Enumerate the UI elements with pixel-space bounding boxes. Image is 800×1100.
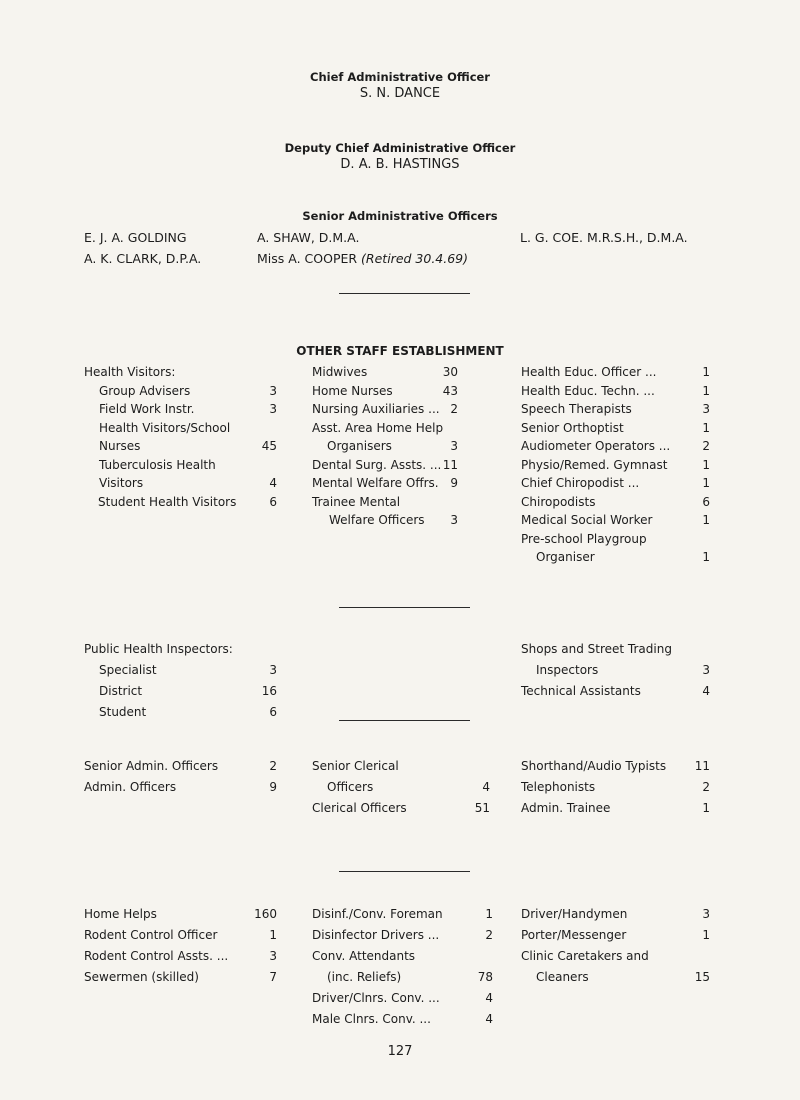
staff-role-label: Student <box>99 705 147 719</box>
staff-role-label: Telephonists <box>521 780 596 794</box>
staff-role-label: Audiometer Operators ... <box>521 439 671 453</box>
staff-role-label: Health Educ. Techn. ... <box>521 383 655 398</box>
staff-role-label: Speech Therapists <box>521 402 632 416</box>
staff-role-label: Clerical Officers <box>312 801 407 815</box>
staff-count: 1 <box>702 383 710 398</box>
staff-role-label: Admin. Officers <box>84 780 177 794</box>
staff-role-label: Physio/Remed. Gymnast <box>521 457 668 472</box>
staff-role-label: Health Visitors/School <box>99 420 231 435</box>
deputy-officer-name: D. A. B. HASTINGS <box>340 157 460 172</box>
staff-role-label: Specialist <box>99 663 157 677</box>
staff-role-label: Public Health Inspectors: <box>84 642 233 656</box>
staff-role-label: Trainee Mental <box>312 494 401 509</box>
staff-count: 1 <box>702 801 710 815</box>
staff-role-label: Senior Admin. Officers <box>84 759 219 773</box>
staff-count: 4 <box>485 1012 493 1026</box>
staff-count: 3 <box>450 513 458 527</box>
staff-role-label: Driver/Handymen <box>521 907 628 921</box>
staff-role-label: Health Educ. Officer ... <box>521 365 657 379</box>
staff-count: 2 <box>269 759 277 773</box>
senior-officer-name: A. SHAW, D.M.A. <box>257 230 360 245</box>
staff-count: 1 <box>702 457 710 472</box>
staff-role-label: Dental Surg. Assts. ... <box>312 457 442 472</box>
staff-role-label: Nurses <box>99 439 141 453</box>
staff-role-label: Organisers <box>327 439 392 453</box>
staff-role-label: Visitors <box>99 476 144 490</box>
staff-role-label: District <box>99 684 143 698</box>
senior-officer-name: Miss A. COOPER <box>257 251 358 266</box>
staff-role-label: Cleaners <box>536 970 589 984</box>
staff-count: 3 <box>450 439 458 453</box>
staff-count: 4 <box>269 476 277 490</box>
staff-count: 9 <box>269 780 277 794</box>
retirement-note: (Retired 30.4.69) <box>361 251 468 266</box>
staff-count: 6 <box>702 494 710 509</box>
staff-count: 2 <box>485 928 493 942</box>
staff-role-label: Senior Orthoptist <box>521 420 624 435</box>
staff-count: 1 <box>702 550 710 564</box>
staff-role-label: Welfare Officers <box>329 513 425 527</box>
staff-role-label: Officers <box>327 780 374 794</box>
staff-count: 11 <box>442 457 458 472</box>
staff-role-label: Technical Assistants <box>521 684 641 698</box>
staff-role-label: Health Visitors: <box>84 365 176 379</box>
staff-role-label: Chiropodists <box>521 494 596 509</box>
staff-count: 1 <box>702 420 710 435</box>
staff-count: 1 <box>702 476 710 490</box>
staff-count: 4 <box>485 991 493 1005</box>
staff-role-label: Pre-school Playgroup <box>521 531 647 546</box>
other-staff-title: OTHER STAFF ESTABLISHMENT <box>296 344 504 358</box>
staff-count: 16 <box>261 684 277 698</box>
staff-role-label: Rodent Control Assts. ... <box>84 949 229 963</box>
staff-count: 3 <box>269 949 277 963</box>
staff-role-label: Rodent Control Officer <box>84 928 218 942</box>
staff-role-label: Organiser <box>536 550 595 564</box>
staff-role-label: (inc. Reliefs) <box>327 970 402 984</box>
staff-role-label: Home Nurses <box>312 383 393 398</box>
divider-rule <box>339 871 470 872</box>
staff-count: 3 <box>702 663 710 677</box>
senior-officers-title: Senior Administrative Officers <box>302 209 498 223</box>
staff-count: 1 <box>702 928 710 942</box>
staff-count: 3 <box>702 402 710 416</box>
divider-rule <box>339 607 470 608</box>
staff-role-label: Conv. Attendants <box>312 949 416 963</box>
chief-officer-name: S. N. DANCE <box>359 86 441 101</box>
staff-role-label: Group Advisers <box>99 383 191 398</box>
staff-count: 9 <box>450 476 458 490</box>
senior-officer-name: A. K. CLARK, D.P.A. <box>84 251 202 266</box>
chief-officer-title: Chief Administrative Officer <box>310 70 490 84</box>
staff-role-label: Admin. Trainee <box>521 801 611 815</box>
staff-role-label: Chief Chiropodist ... <box>521 476 640 490</box>
page-number: 127 <box>387 1044 413 1059</box>
staff-count: 6 <box>269 494 277 509</box>
staff-count: 11 <box>694 759 710 773</box>
staff-count: 30 <box>442 365 458 379</box>
staff-role-label: Medical Social Worker <box>521 513 653 527</box>
staff-role-label: Driver/Clnrs. Conv. ... <box>312 991 440 1005</box>
senior-officer-retired-entry <box>257 251 468 266</box>
staff-count: 3 <box>269 383 277 398</box>
staff-role-label: Student Health Visitors <box>98 494 237 509</box>
staff-count: 3 <box>702 907 710 921</box>
staff-count: 160 <box>254 907 277 921</box>
staff-count: 15 <box>694 970 710 984</box>
staff-count: 4 <box>482 780 490 794</box>
staff-count: 1 <box>702 513 710 527</box>
staff-role-label: Midwives <box>312 365 368 379</box>
staff-role-label: Home Helps <box>84 907 157 921</box>
staff-role-label: Clinic Caretakers and <box>521 949 649 963</box>
staff-count: 3 <box>269 402 277 416</box>
staff-role-label: Senior Clerical <box>312 759 399 773</box>
senior-officer-name: L. G. COE. M.R.S.H., D.M.A. <box>520 230 688 245</box>
staff-role-label: Sewermen (skilled) <box>84 970 199 984</box>
staff-count: 7 <box>269 970 277 984</box>
staff-role-label: Porter/Messenger <box>521 928 627 942</box>
staff-role-label: Nursing Auxiliaries ... <box>312 402 440 416</box>
staff-count: 2 <box>450 402 458 416</box>
staff-role-label: Disinfector Drivers ... <box>312 928 440 942</box>
staff-role-label: Field Work Instr. <box>99 402 195 416</box>
staff-role-label: Male Clnrs. Conv. ... <box>312 1012 431 1026</box>
staff-role-label: Tuberculosis Health <box>99 457 216 472</box>
staff-count: 4 <box>702 684 710 698</box>
divider-rule <box>339 293 470 294</box>
staff-role-label: Shops and Street Trading <box>521 642 672 656</box>
staff-count: 43 <box>442 383 458 398</box>
staff-count: 51 <box>474 801 490 815</box>
staff-count: 2 <box>702 780 710 794</box>
staff-role-label: Disinf./Conv. Foreman <box>312 907 443 921</box>
staff-role-label: Mental Welfare Offrs. <box>312 476 439 490</box>
staff-count: 1 <box>485 907 493 921</box>
staff-count: 1 <box>702 365 710 379</box>
staff-count: 78 <box>477 970 493 984</box>
staff-count: 1 <box>269 928 277 942</box>
staff-count: 6 <box>269 705 277 719</box>
senior-officer-name: E. J. A. GOLDING <box>84 230 187 245</box>
staff-role-label: Asst. Area Home Help <box>312 420 444 435</box>
divider-rule <box>339 720 470 721</box>
staff-role-label: Shorthand/Audio Typists <box>521 759 667 773</box>
deputy-officer-title: Deputy Chief Administrative Officer <box>284 141 516 155</box>
staff-count: 45 <box>261 439 277 453</box>
staff-role-label: Inspectors <box>536 663 599 677</box>
staff-count: 3 <box>269 663 277 677</box>
staff-count: 2 <box>702 439 710 453</box>
